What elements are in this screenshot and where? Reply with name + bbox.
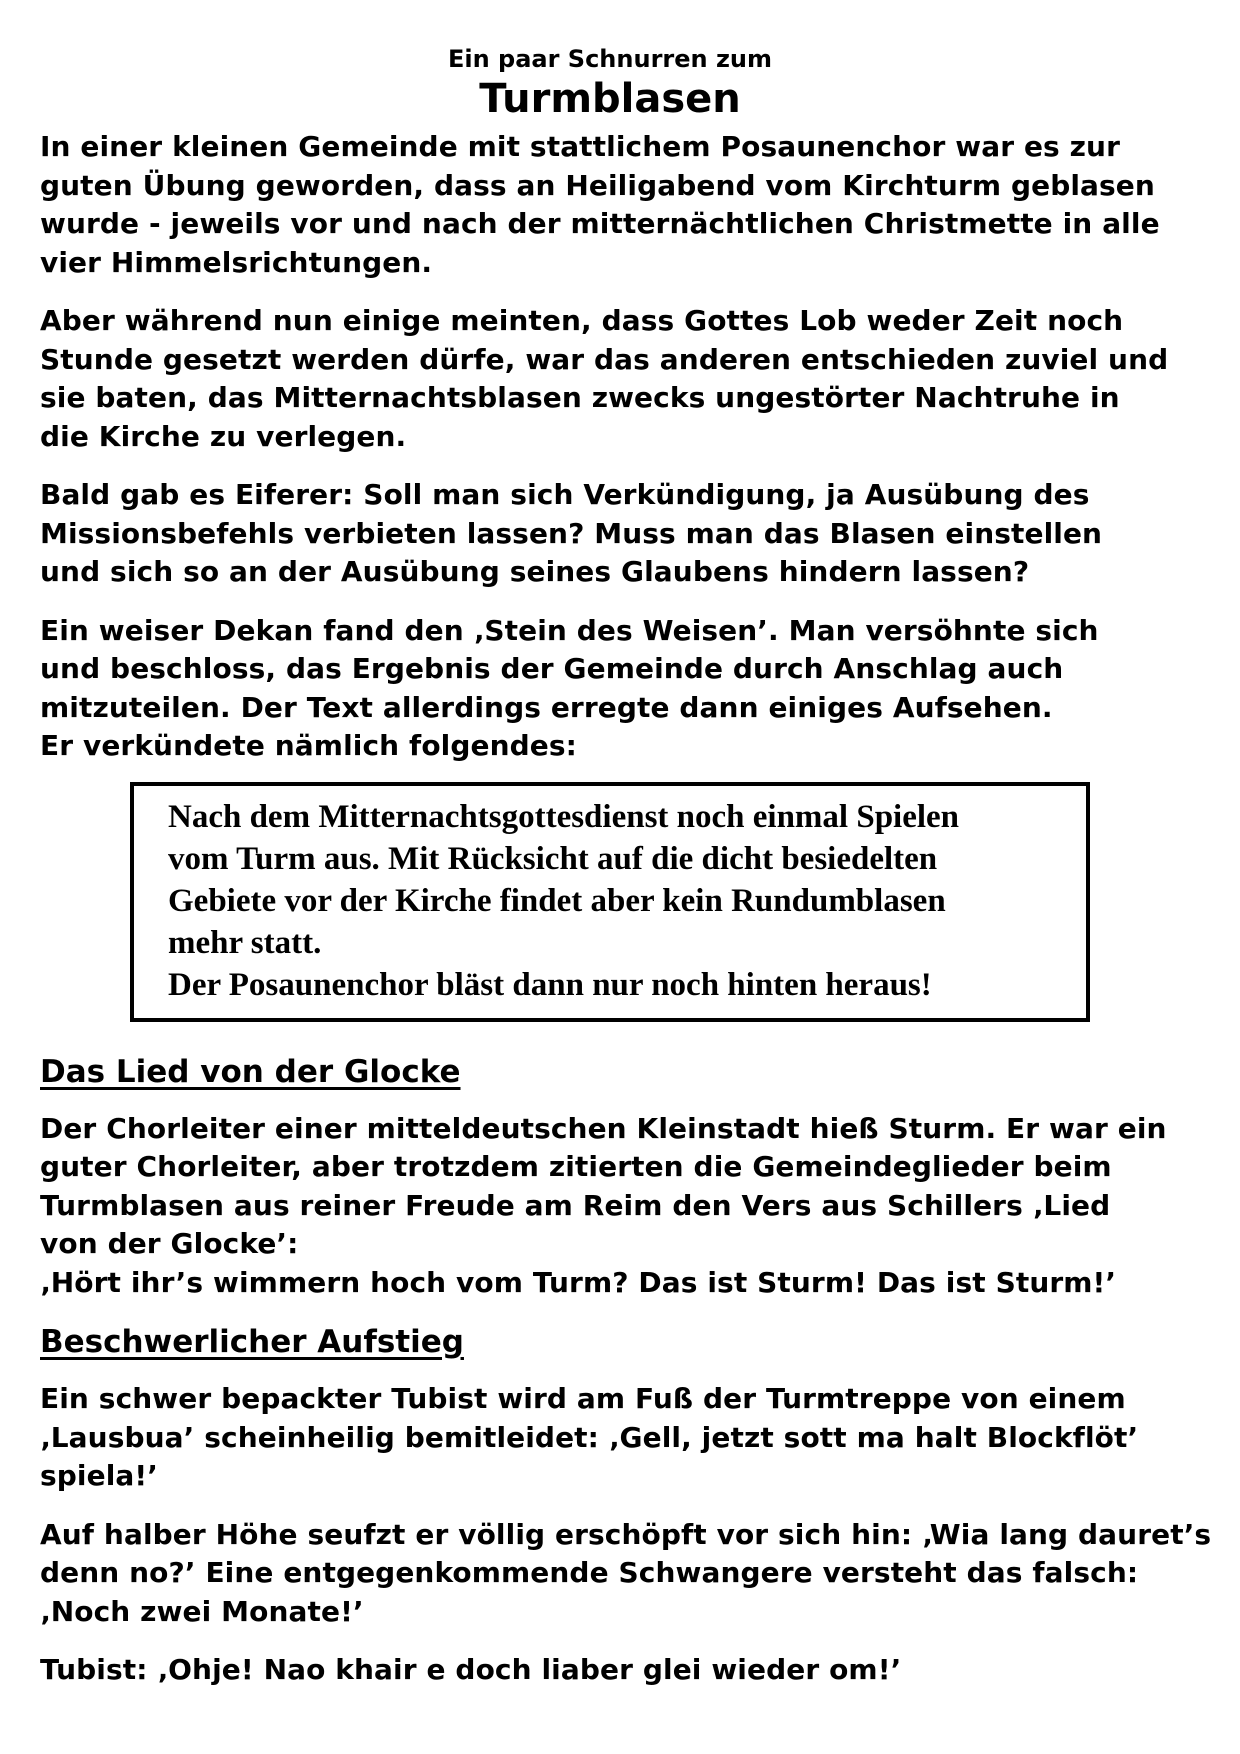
text-line: und sich so an der Ausübung seines Glaubens hindern lassen? — [40, 555, 1030, 588]
text-line: ‚Noch zwei Monate!’ — [40, 1594, 364, 1628]
notice-line: Der Posaunenchor bläst dann nur noch hinten heraus! — [168, 966, 932, 1003]
page-title: Turmblasen — [479, 76, 741, 122]
section-paragraph — [40, 1516, 1220, 1632]
text-line: Aber während nun einige meinten, dass Gottes Lob weder Zeit noch — [40, 304, 1124, 337]
text-line: vier Himmelsrichtungen. — [40, 245, 433, 279]
section-paragraph — [40, 1110, 1220, 1303]
section-heading-aufstieg: Beschwerlicher Aufstieg — [40, 1324, 464, 1360]
notice-line: Nach dem Mitternachtsgottesdienst noch einmal Spielen — [168, 798, 960, 835]
notice-box — [130, 782, 1090, 1022]
section-paragraph — [40, 1380, 1220, 1496]
intro-paragraph — [40, 612, 1220, 766]
notice-line: Gebiete vor der Kirche findet aber kein Rundumblasen — [168, 882, 946, 919]
text-line: ‚Lausbua’ scheinheilig bemitleidet: ‚Gell, jetzt sott ma halt Blockflöt’ — [40, 1420, 1139, 1454]
text-line: ‚Hört ihr’s wimmern hoch vom Turm? Das ist Sturm! Das ist Sturm!’ — [40, 1265, 1117, 1299]
text-line: Er verkündete nämlich folgendes: — [40, 729, 577, 762]
text-line: Ein schwer bepackter Tubist wird am Fuß der Turmtreppe von einem — [40, 1382, 1126, 1415]
text-line: Turmblasen aus reiner Freude am Reim den Vers aus Schillers ‚Lied — [40, 1188, 1111, 1222]
text-line: Stunde gesetzt werden dürfe, war das anderen entschieden zuviel und — [40, 342, 1169, 376]
text-line: die Kirche zu verlegen. — [40, 419, 407, 453]
text-line: Bald gab es Eiferer: Soll man sich Verkündigung, ja Ausübung des — [40, 478, 1090, 511]
text-line: Tubist: ‚Ohje! Nao khair e doch liaber glei wieder om!’ — [40, 1653, 902, 1686]
text-line: guten Übung geworden, dass an Heiligabend vom Kirchturm geblasen — [40, 168, 1155, 202]
notice-line: mehr statt. — [168, 924, 322, 961]
intro-paragraph — [40, 302, 1220, 456]
text-line: spiela!’ — [40, 1459, 158, 1492]
text-line: Der Chorleiter einer mitteldeutschen Kleinstadt hieß Sturm. Er war ein — [40, 1111, 1167, 1145]
text-line: In einer kleinen Gemeinde mit stattlichem Posaunenchor war es zur — [40, 130, 1120, 163]
text-line: Auf halber Höhe seufzt er völlig erschöpft vor sich hin: ‚Wia lang dauret’s — [40, 1517, 1212, 1551]
text-line: denn no?’ Eine entgegenkommende Schwangere versteht das falsch: — [40, 1556, 1139, 1589]
text-line: wurde - jeweils vor und nach der mitternächtlichen Christmette in alle — [40, 207, 1160, 240]
text-line: und beschloss, das Ergebnis der Gemeinde durch Anschlag auch — [40, 652, 1064, 685]
page-kicker: Ein paar Schnurren zum — [447, 45, 773, 73]
section-paragraph — [40, 1651, 1220, 1690]
notice-line: vom Turm aus. Mit Rücksicht auf die dicht besiedelten — [168, 840, 938, 877]
intro-paragraph — [40, 128, 1220, 282]
text-line: mitzuteilen. Der Text allerdings erregte dann einiges Aufsehen. — [40, 690, 1053, 724]
text-line: Missionsbefehls verbieten lassen? Muss man das Blasen einstellen — [40, 516, 1103, 550]
text-line: von der Glocke’: — [40, 1227, 299, 1260]
section-heading-glocke: Das Lied von der Glocke — [40, 1053, 461, 1090]
text-line: sie baten, das Mitternachtsblasen zwecks ungestörter Nachtruhe in — [40, 381, 1120, 414]
intro-paragraph — [40, 476, 1220, 592]
text-line: Ein weiser Dekan fand den ‚Stein des Weisen’. Man versöhnte sich — [40, 613, 1099, 647]
document-page — [40, 44, 1220, 1710]
text-line: guter Chorleiter, aber trotzdem zitierten die Gemeindeglieder beim — [40, 1150, 1112, 1183]
